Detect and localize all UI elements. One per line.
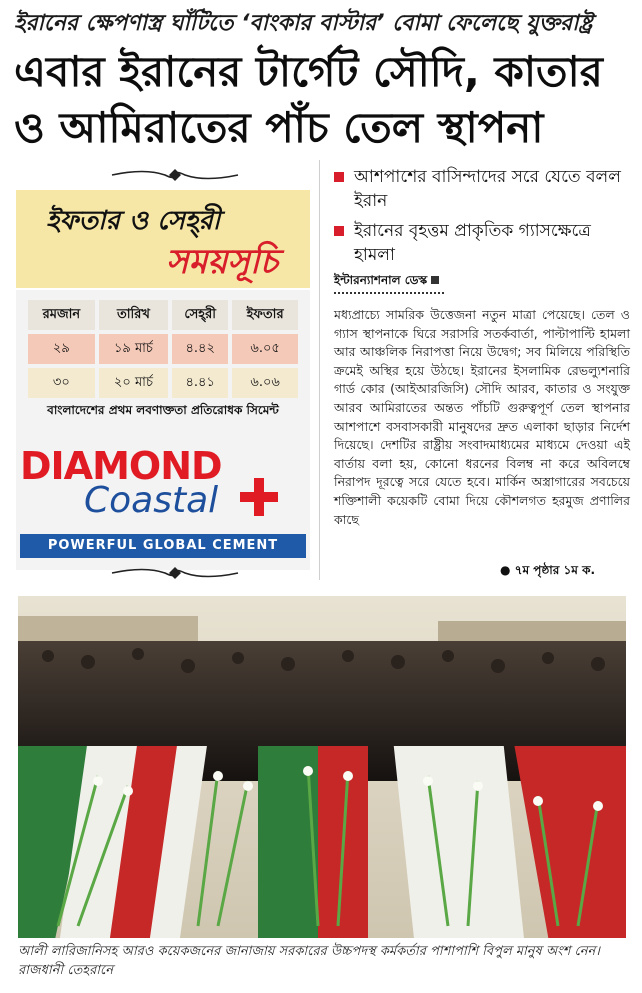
- article-body: মধ্যপ্রাচ্যে সামরিক উত্তেজনা নতুন মাত্রা পেয়েছে। তেল ও গ্যাস স্থাপনাকে ঘিরে সরাসরি সতর্কবার্তা, পাল্টাপাল্টি হামলা আর আঞ্চলিক নিরাপত্তা নিয়ে উদ্বেগ; সব মিলিয়ে পরিস্থিতি ক্রমেই অস্থির হয়ে উঠছে। ইরানের ইসলামিক রেভল্যুশনারি গার্ড কোর (আইআরজিসি) সৌদি আরব, কাতার ও সংযুক্ত আরব আমিরাতের অন্তত পাঁচটি গুরুত্বপূর্ণ তেল স্থাপনার আশপাশে বসবাসকারী মানুষদের দ্রুত এলাকা ছাড়ার নির্দেশ দিয়েছে। দেশটির রাষ্ট্রীয় সংবাদমাধ্যমের মাধ্যমে দেওয়া এই বার্তায় বলা হয়, কোনো ধরনের বিলম্ব না করে অবিলম্বে নিরাপদ দূরত্বে সরে যেতে হবে। মার্কিন অস্ত্রাগারের সবচেয়ে শক্তিশালী কয়েকটি বোমা দিয়ে কৌশলগত হরমুজ প্রণালির কাছে: [334, 307, 630, 527]
- ad-blurb: বাংলাদেশের প্রথম লবণাক্ততা প্রতিরোধক সিমেন্ট: [47, 403, 279, 417]
- byline: [334, 272, 439, 292]
- cell-date: ২০ মার্চ: [99, 368, 168, 398]
- ornament-divider-icon: [110, 564, 240, 582]
- cell-sehri: ৪.৪২: [172, 334, 228, 364]
- headline-line-1: এবার ইরানের টার্গেট সৌদি, কাতার: [14, 47, 603, 96]
- brand-diamond: DIAMOND: [20, 444, 222, 488]
- schedule-table: [24, 296, 302, 402]
- ad-tagline-banner: POWERFUL GLOBAL CEMENT: [20, 534, 306, 558]
- col-sehri: সেহ্‌রী: [172, 300, 228, 330]
- schedule-header-row: [28, 300, 298, 330]
- cell-sehri: ৪.৪১: [172, 368, 228, 398]
- highlight-item: [334, 165, 628, 213]
- article-kicker: ইরানের ক্ষেপণাস্ত্র ঘাঁটিতে ‘বাংকার বাস্টার’ বোমা ফেলেছে যুক্তরাষ্ট্র: [14, 11, 593, 36]
- highlight-text: ইরানের বৃহত্তম প্রাকৃতিক গ্যাসক্ষেত্রে হামলা: [354, 221, 591, 265]
- photo-caption: আলী লারিজানিসহ আরও কয়েকজনের জানাজায় সরকারের উচ্চপদস্থ কর্মকর্তার পাশাপাশি বিপুল মানুষ অংশ নেন। রাজধানী তেহরানে: [18, 944, 600, 978]
- schedule-subtitle: সময়সূচি: [166, 242, 278, 282]
- red-square-bullet-icon: [334, 226, 344, 236]
- ornament-divider-icon: [110, 166, 240, 184]
- byline-text: ইন্টারন্যাশনাল ডেস্ক: [334, 273, 428, 287]
- iftar-sehri-schedule-header: [16, 190, 310, 288]
- highlight-text: আশপাশের বাসিন্দাদের সরে যেতে বলল ইরান: [354, 167, 621, 211]
- red-square-bullet-icon: [334, 172, 344, 182]
- brand-coastal: Coastal: [84, 480, 219, 521]
- table-row: [28, 334, 298, 364]
- cell-ramadan: ৩০: [28, 368, 95, 398]
- highlight-item: [334, 219, 628, 267]
- square-icon: [431, 276, 439, 284]
- table-row: [28, 368, 298, 398]
- col-iftar: ইফতার: [232, 300, 298, 330]
- funeral-crowd-photo: [18, 596, 626, 938]
- schedule-and-ad-box: [16, 290, 310, 570]
- continued-text: ৭ম পৃষ্ঠার ১ম ক.: [514, 563, 596, 577]
- schedule-title: ইফতার ও সেহ্‌রী: [46, 206, 221, 236]
- plus-icon: [240, 478, 278, 516]
- continued-note: ● ৭ম পৃষ্ঠার ১ম ক.: [500, 563, 596, 577]
- col-date: তারিখ: [99, 300, 168, 330]
- dotted-rule: [334, 292, 444, 294]
- article-highlights: [334, 165, 628, 273]
- column-divider: [319, 160, 320, 580]
- cell-date: ১৯ মার্চ: [99, 334, 168, 364]
- cell-iftar: ৬.০৫: [232, 334, 298, 364]
- headline-line-2: ও আমিরাতের পাঁচ তেল স্থাপনা: [14, 103, 544, 152]
- cell-ramadan: ২৯: [28, 334, 95, 364]
- col-ramadan: রমজান: [28, 300, 95, 330]
- article-headline: [14, 44, 628, 156]
- cell-iftar: ৬.০৬: [232, 368, 298, 398]
